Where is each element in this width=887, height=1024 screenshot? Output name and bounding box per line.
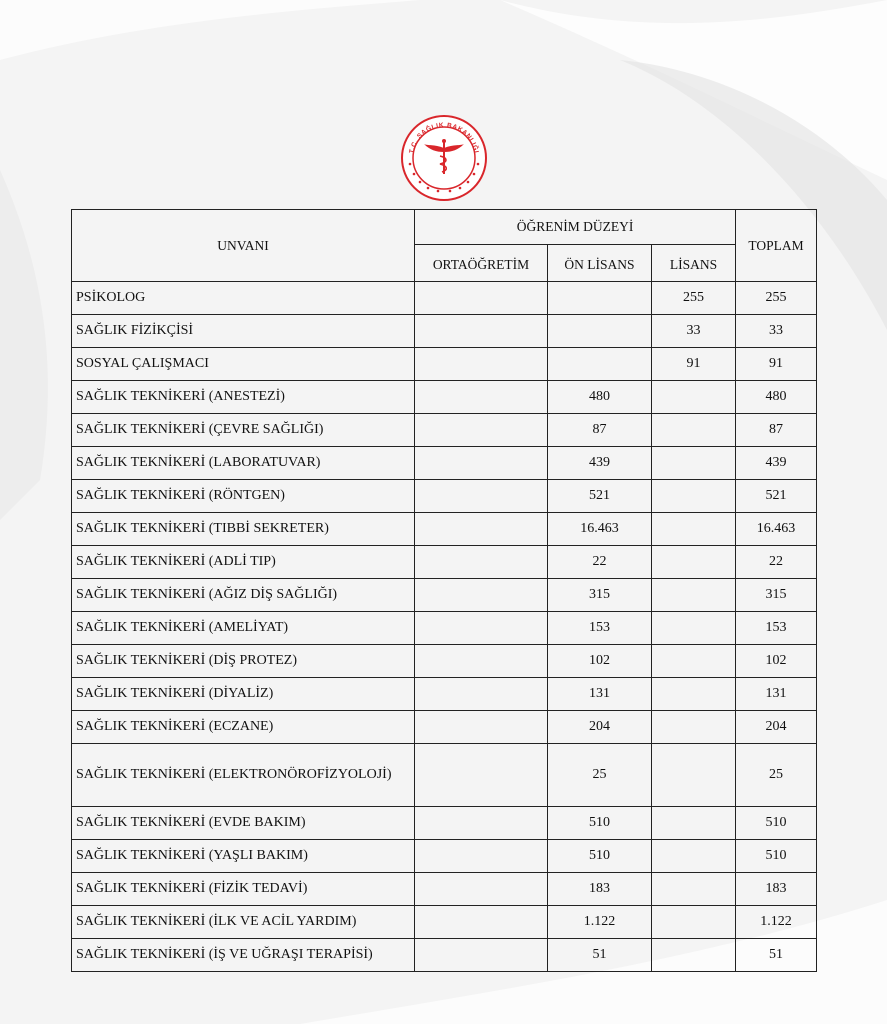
- cell-total: 521: [736, 480, 817, 513]
- cell-associate: 521: [548, 480, 652, 513]
- cell-total: 153: [736, 612, 817, 645]
- cell-title: SAĞLIK TEKNİKERİ (İLK VE ACİL YARDIM): [72, 906, 415, 939]
- table-row: [72, 939, 817, 972]
- cell-secondary: [415, 414, 548, 447]
- cell-title: SAĞLIK TEKNİKERİ (ÇEVRE SAĞLIĞI): [72, 414, 415, 447]
- cell-associate: 480: [548, 381, 652, 414]
- table-row: [72, 906, 817, 939]
- table-row: [72, 348, 817, 381]
- cell-title: SAĞLIK TEKNİKERİ (ECZANE): [72, 711, 415, 744]
- cell-secondary: [415, 447, 548, 480]
- table-row: [72, 579, 817, 612]
- cell-secondary: [415, 348, 548, 381]
- cell-title: SAĞLIK TEKNİKERİ (YAŞLI BAKIM): [72, 840, 415, 873]
- cell-bachelor: [652, 447, 736, 480]
- cell-bachelor: [652, 480, 736, 513]
- cell-bachelor: 91: [652, 348, 736, 381]
- table-row: [72, 414, 817, 447]
- cell-title: SAĞLIK FİZİKÇİSİ: [72, 315, 415, 348]
- cell-associate: 439: [548, 447, 652, 480]
- cell-secondary: [415, 513, 548, 546]
- cell-total: 510: [736, 807, 817, 840]
- svg-text:T.C. SAĞLIK BAKANLIĞI: T.C. SAĞLIK BAKANLIĞI: [408, 121, 480, 155]
- table-row: [72, 711, 817, 744]
- cell-secondary: [415, 873, 548, 906]
- cell-associate: 22: [548, 546, 652, 579]
- table-row: [72, 447, 817, 480]
- cell-associate: 131: [548, 678, 652, 711]
- cell-secondary: [415, 645, 548, 678]
- table-row: [72, 315, 817, 348]
- cell-total: 183: [736, 873, 817, 906]
- cell-total: 131: [736, 678, 817, 711]
- cell-bachelor: [652, 678, 736, 711]
- staff-table: [71, 209, 817, 972]
- table-body: [72, 282, 817, 972]
- cell-associate: 204: [548, 711, 652, 744]
- cell-bachelor: [652, 711, 736, 744]
- cell-title: SAĞLIK TEKNİKERİ (ADLİ TIP): [72, 546, 415, 579]
- cell-secondary: [415, 612, 548, 645]
- cell-bachelor: [652, 873, 736, 906]
- cell-associate: [548, 282, 652, 315]
- table-row: [72, 873, 817, 906]
- cell-associate: 153: [548, 612, 652, 645]
- cell-total: 1.122: [736, 906, 817, 939]
- cell-secondary: [415, 840, 548, 873]
- header-bachelor: LİSANS: [652, 245, 736, 282]
- cell-total: 315: [736, 579, 817, 612]
- cell-title: SAĞLIK TEKNİKERİ (AĞIZ DİŞ SAĞLIĞI): [72, 579, 415, 612]
- cell-title: SAĞLIK TEKNİKERİ (FİZİK TEDAVİ): [72, 873, 415, 906]
- cell-associate: 1.122: [548, 906, 652, 939]
- cell-total: 510: [736, 840, 817, 873]
- cell-secondary: [415, 579, 548, 612]
- cell-title: SAĞLIK TEKNİKERİ (TIBBİ SEKRETER): [72, 513, 415, 546]
- cell-associate: [548, 315, 652, 348]
- cell-total: 439: [736, 447, 817, 480]
- cell-title: SAĞLIK TEKNİKERİ (ELEKTRONÖROFİZYOLOJİ): [72, 744, 415, 807]
- cell-title: SAĞLIK TEKNİKERİ (İŞ VE UĞRAŞI TERAPİSİ): [72, 939, 415, 972]
- cell-associate: 25: [548, 744, 652, 807]
- cell-title: SAĞLIK TEKNİKERİ (LABORATUVAR): [72, 447, 415, 480]
- cell-secondary: [415, 282, 548, 315]
- cell-total: 16.463: [736, 513, 817, 546]
- cell-bachelor: [652, 840, 736, 873]
- cell-secondary: [415, 906, 548, 939]
- cell-bachelor: 33: [652, 315, 736, 348]
- cell-title: SAĞLIK TEKNİKERİ (DİŞ PROTEZ): [72, 645, 415, 678]
- cell-bachelor: [652, 906, 736, 939]
- cell-secondary: [415, 381, 548, 414]
- header-total: TOPLAM: [736, 210, 817, 282]
- ministry-logo: [400, 114, 488, 202]
- cell-bachelor: [652, 744, 736, 807]
- cell-total: 25: [736, 744, 817, 807]
- cell-associate: 510: [548, 840, 652, 873]
- table-row: [72, 645, 817, 678]
- cell-bachelor: [652, 807, 736, 840]
- cell-total: 33: [736, 315, 817, 348]
- table-row: [72, 381, 817, 414]
- cell-total: 51: [736, 939, 817, 972]
- cell-bachelor: [652, 939, 736, 972]
- cell-associate: 183: [548, 873, 652, 906]
- cell-associate: 315: [548, 579, 652, 612]
- cell-total: 255: [736, 282, 817, 315]
- header-associate: ÖN LİSANS: [548, 245, 652, 282]
- cell-bachelor: [652, 414, 736, 447]
- cell-title: SAĞLIK TEKNİKERİ (EVDE BAKIM): [72, 807, 415, 840]
- cell-title: SAĞLIK TEKNİKERİ (DİYALİZ): [72, 678, 415, 711]
- cell-total: 102: [736, 645, 817, 678]
- cell-bachelor: [652, 381, 736, 414]
- cell-associate: 87: [548, 414, 652, 447]
- table-row: [72, 612, 817, 645]
- header-education-level: ÖĞRENİM DÜZEYİ: [415, 210, 736, 245]
- cell-total: 87: [736, 414, 817, 447]
- table-row: [72, 282, 817, 315]
- table-row: [72, 513, 817, 546]
- cell-secondary: [415, 546, 548, 579]
- cell-total: 91: [736, 348, 817, 381]
- cell-secondary: [415, 744, 548, 807]
- cell-bachelor: 255: [652, 282, 736, 315]
- cell-total: 22: [736, 546, 817, 579]
- table-row: [72, 807, 817, 840]
- cell-associate: 510: [548, 807, 652, 840]
- cell-associate: [548, 348, 652, 381]
- table-row: [72, 678, 817, 711]
- cell-bachelor: [652, 579, 736, 612]
- table-row: [72, 744, 817, 807]
- table-row: [72, 480, 817, 513]
- cell-secondary: [415, 480, 548, 513]
- cell-secondary: [415, 678, 548, 711]
- cell-title: SAĞLIK TEKNİKERİ (RÖNTGEN): [72, 480, 415, 513]
- header-title: UNVANI: [72, 210, 415, 282]
- cell-secondary: [415, 807, 548, 840]
- cell-title: SAĞLIK TEKNİKERİ (AMELİYAT): [72, 612, 415, 645]
- table-row: [72, 546, 817, 579]
- cell-total: 204: [736, 711, 817, 744]
- cell-title: SAĞLIK TEKNİKERİ (ANESTEZİ): [72, 381, 415, 414]
- cell-bachelor: [652, 612, 736, 645]
- cell-associate: 51: [548, 939, 652, 972]
- table-row: [72, 840, 817, 873]
- cell-bachelor: [652, 513, 736, 546]
- cell-secondary: [415, 939, 548, 972]
- cell-title: PSİKOLOG: [72, 282, 415, 315]
- cell-secondary: [415, 315, 548, 348]
- cell-title: SOSYAL ÇALIŞMACI: [72, 348, 415, 381]
- cell-bachelor: [652, 546, 736, 579]
- cell-total: 480: [736, 381, 817, 414]
- cell-bachelor: [652, 645, 736, 678]
- cell-associate: 16.463: [548, 513, 652, 546]
- cell-associate: 102: [548, 645, 652, 678]
- cell-secondary: [415, 711, 548, 744]
- header-secondary: ORTAÖĞRETİM: [415, 245, 548, 282]
